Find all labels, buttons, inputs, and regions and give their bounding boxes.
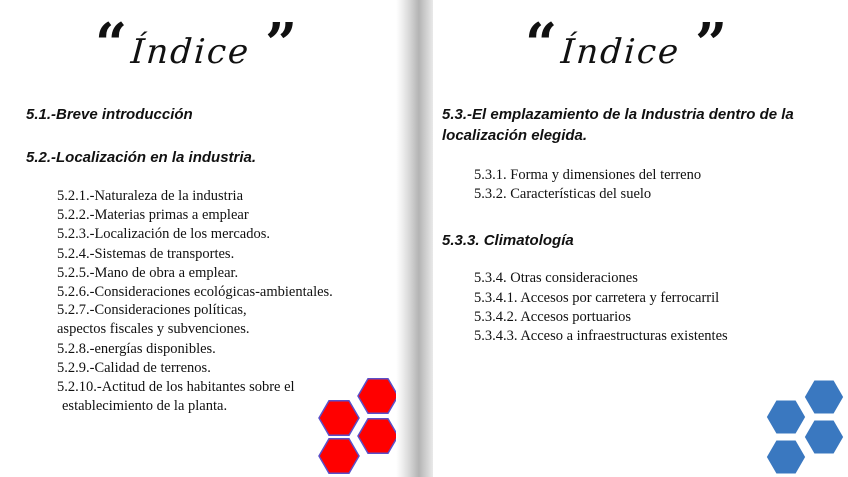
toc-item: aspectos fiscales y subvenciones. [57,321,250,337]
toc-item: 5.2.10.-Actitud de los habitantes sobre el [57,379,295,395]
section-heading-5-3-cont: localización elegida. [442,127,588,144]
toc-item: establecimiento de la planta. [62,398,228,414]
toc-item: 5.2.1.-Naturaleza de la industria [57,188,244,204]
left-page [0,0,403,477]
right-open-quote: “ [525,11,558,77]
hexagon-shape [766,400,806,435]
section-heading-5-1: 5.1.-Breve introducción [26,106,193,123]
hexagon-shape [319,439,359,474]
toc-item: 5.3.1. Forma y dimensiones del terreno [474,167,702,183]
hexagon-shape [804,380,844,415]
section-heading-5-3: 5.3.-El emplazamiento de la Industria dentro de la [442,106,794,123]
toc-item: 5.2.6.-Consideraciones ecológicas-ambientales. [57,284,333,300]
left-open-quote: “ [95,11,128,77]
left-close-quote: ” [265,11,298,77]
red-hexagon-decoration [318,376,402,477]
toc-item: 5.3.4.1. Accesos por carretera y ferrocarril [474,290,720,306]
hexagon-shape [358,419,398,454]
toc-item: 5.2.7.-Consideraciones políticas, [57,302,247,318]
hexagon-shape [766,440,806,475]
right-page [433,0,848,477]
blue-hexagon-decoration [766,377,848,477]
hexagon-shape [804,420,844,455]
section-heading-5-3-3: 5.3.3. Climatología [442,232,574,249]
toc-item: 5.2.8.-energías disponibles. [57,341,216,357]
left-page-title: Índice [129,32,252,72]
toc-item: 5.2.9.-Calidad de terrenos. [57,360,211,376]
section-heading-5-2: 5.2.-Localización en la industria. [26,149,257,166]
toc-item: 5.2.2.-Materias primas a emplear [57,207,249,223]
left-title-block [95,10,315,80]
toc-item: 5.3.4.3. Acceso a infraestructuras existentes [474,328,728,344]
toc-item: 5.3.4. Otras consideraciones [474,270,638,286]
right-page-title: Índice [559,32,682,72]
toc-item: 5.2.5.-Mano de obra a emplear. [57,265,239,281]
hexagon-shape [319,401,359,436]
right-close-quote: ” [695,11,728,77]
hexagon-shape [358,379,398,414]
toc-item: 5.2.3.-Localización de los mercados. [57,226,270,242]
toc-item: 5.2.4.-Sistemas de transportes. [57,246,235,262]
toc-item: 5.3.4.2. Accesos portuarios [474,309,632,325]
right-title-block [525,10,745,80]
toc-item: 5.3.2. Características del suelo [474,186,652,202]
